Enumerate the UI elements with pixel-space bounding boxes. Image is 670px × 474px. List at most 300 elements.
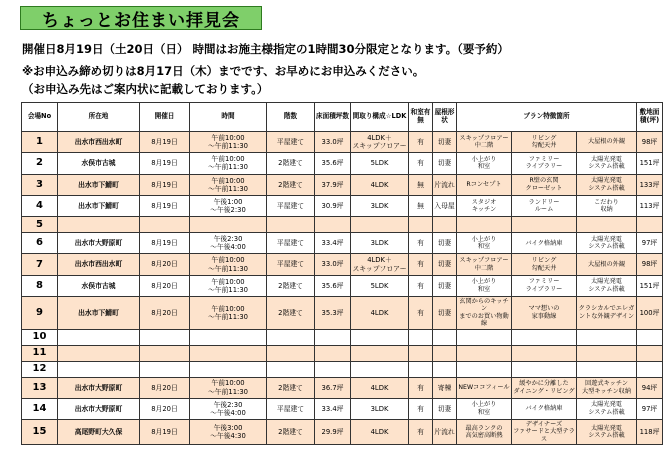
cell-address: 出水市大野原町 — [58, 377, 140, 398]
cell-floors — [267, 345, 315, 361]
cell-area: 33.0坪 — [315, 132, 351, 153]
cell-plan-3-line: 回遊式キッチン — [585, 380, 628, 388]
cell-date: 8月19日 — [140, 153, 190, 174]
cell-area — [315, 345, 351, 361]
table-row — [22, 296, 663, 329]
cell-lot: 151坪 — [637, 153, 663, 174]
cell-date: 8月19日 — [140, 132, 190, 153]
cell-layout-line: 4LDK＋ — [367, 256, 392, 265]
open-house-table — [21, 102, 663, 445]
cell-time-line: ～午前11:30 — [208, 184, 248, 193]
event-dates-notice: 開催日8月19日（土20日（日） 時間はお施主様指定の1時間30分限定となります。（要予約） — [22, 42, 509, 56]
cell-time — [190, 217, 267, 233]
cell-time-line: 午前10:00 — [211, 155, 245, 164]
cell-plan-1-line: 和室 — [477, 163, 491, 171]
cell-address: 出水市西出水町 — [58, 132, 140, 153]
cell-address: 出水市西出水町 — [58, 254, 140, 275]
cell-plan-3-line: 太陽光発電 — [591, 424, 622, 432]
cell-plan-2-line: 家事動線 — [531, 312, 557, 320]
table-row — [22, 254, 663, 275]
cell-layout — [351, 361, 409, 377]
cell-layout — [351, 377, 409, 398]
header-time: 時間 — [190, 103, 267, 132]
cell-plan-2 — [512, 217, 577, 233]
cell-time-line: 午後3:00 — [213, 423, 243, 432]
cell-plan-3 — [577, 174, 637, 195]
cell-area: 33.0坪 — [315, 254, 351, 275]
cell-plan-1 — [457, 361, 512, 377]
table-row — [22, 132, 663, 153]
cell-date: 8月19日 — [140, 195, 190, 216]
cell-lot: 98坪 — [637, 254, 663, 275]
cell-plan-2 — [512, 377, 577, 398]
cell-lot: 113坪 — [637, 195, 663, 216]
cell-layout — [351, 132, 409, 153]
cell-roof: 切妻 — [433, 398, 457, 419]
cell-plan-3 — [577, 233, 637, 254]
cell-floors: 2階建て — [267, 275, 315, 296]
cell-plan-2 — [512, 233, 577, 254]
cell-time-line: 午前10:00 — [211, 304, 245, 313]
cell-roof: 片流れ — [433, 420, 457, 445]
cell-plan-3 — [577, 377, 637, 398]
cell-address: 出水市大野原町 — [58, 233, 140, 254]
cell-address — [58, 345, 140, 361]
cell-time — [190, 132, 267, 153]
cell-time-line: ～午後4:00 — [210, 243, 246, 252]
cell-plan-2-line: リビング — [531, 257, 557, 265]
cell-roof: 切妻 — [433, 153, 457, 174]
header-roof: 屋根形状 — [433, 103, 457, 132]
cell-plan-1-line: 小上がり — [471, 278, 497, 286]
cell-japanese-room: 有 — [409, 233, 433, 254]
cell-area: 29.9坪 — [315, 420, 351, 445]
header-address: 所在地 — [58, 103, 140, 132]
cell-layout-line: スキップフロアー — [352, 264, 407, 273]
cell-plan-3 — [577, 254, 637, 275]
cell-layout — [351, 275, 409, 296]
cell-plan-3-line: システム搭載 — [588, 408, 625, 416]
cell-roof: 切妻 — [433, 254, 457, 275]
cell-area: 30.9坪 — [315, 195, 351, 216]
cell-no: 11 — [22, 345, 58, 361]
cell-plan-2-line: バイク格納庫 — [525, 239, 563, 247]
cell-plan-1 — [457, 398, 512, 419]
cell-time — [190, 377, 267, 398]
cell-plan-3 — [577, 153, 637, 174]
cell-no: 1 — [22, 132, 58, 153]
cell-roof — [433, 361, 457, 377]
cell-plan-1-line: 和室 — [477, 243, 491, 251]
cell-lot — [637, 361, 663, 377]
cell-layout — [351, 233, 409, 254]
cell-time-line: ～午前11:30 — [208, 142, 248, 151]
cell-roof: 切妻 — [433, 296, 457, 329]
table-row — [22, 398, 663, 419]
cell-plan-1-line: 中二階 — [474, 264, 494, 272]
cell-japanese-room — [409, 217, 433, 233]
cell-lot: 94坪 — [637, 377, 663, 398]
cell-lot: 97坪 — [637, 398, 663, 419]
cell-plan-3-line: システム搭載 — [588, 184, 625, 192]
cell-japanese-room: 無 — [409, 174, 433, 195]
cell-floors: 2階建て — [267, 377, 315, 398]
cell-plan-3-line: クラシカルでエレガ — [578, 305, 635, 313]
cell-address — [58, 361, 140, 377]
cell-plan-1 — [457, 296, 512, 329]
contact-notice: （お申込み先はご案内状に記載しております。） — [22, 82, 269, 96]
cell-time-line: ～午後4:30 — [210, 432, 246, 441]
table-row — [22, 217, 663, 233]
cell-plan-2-line: リビング — [531, 134, 557, 142]
cell-floors: 平屋建て — [267, 233, 315, 254]
cell-date: 8月19日 — [140, 174, 190, 195]
cell-time — [190, 361, 267, 377]
cell-no: 5 — [22, 217, 58, 233]
cell-plan-1-line: 小上がり — [471, 235, 497, 243]
cell-time-line: 午前10:00 — [211, 176, 245, 185]
cell-plan-2 — [512, 296, 577, 329]
cell-layout-line: 4LDK＋ — [367, 133, 392, 142]
cell-floors: 平屋建て — [267, 195, 315, 216]
cell-no: 10 — [22, 329, 58, 345]
cell-area: 33.4坪 — [315, 398, 351, 419]
cell-layout — [351, 254, 409, 275]
cell-roof: 切妻 — [433, 275, 457, 296]
table-row — [22, 275, 663, 296]
cell-plan-2-line: ママ想いの — [528, 305, 560, 313]
cell-japanese-room — [409, 345, 433, 361]
cell-plan-3 — [577, 329, 637, 345]
cell-time-line: 午前10:00 — [211, 379, 245, 388]
cell-plan-2 — [512, 174, 577, 195]
cell-plan-2-line: ファミリー — [528, 155, 560, 163]
cell-plan-2-line: クローゼット — [525, 184, 563, 192]
table-row — [22, 153, 663, 174]
cell-plan-3-line: 太陽光発電 — [591, 278, 622, 286]
header-area: 床面積坪数 — [315, 103, 351, 132]
cell-roof: 切妻 — [433, 132, 457, 153]
cell-time-line: ～午後4:00 — [210, 408, 246, 417]
cell-floors: 2階建て — [267, 296, 315, 329]
cell-plan-2 — [512, 329, 577, 345]
cell-plan-3-line: ントな外観デザイン — [578, 312, 635, 320]
cell-plan-2-line: ファサードと大型テラス — [513, 428, 575, 443]
cell-japanese-room — [409, 329, 433, 345]
cell-plan-3 — [577, 195, 637, 216]
cell-plan-2-line: 緩やかに分離した — [519, 380, 569, 388]
cell-time — [190, 329, 267, 345]
cell-layout-line: 3LDK — [370, 201, 389, 210]
cell-plan-3-line: システム搭載 — [588, 285, 625, 293]
cell-plan-3-line: 大型キッチン収納 — [581, 387, 632, 395]
cell-address — [58, 329, 140, 345]
cell-no: 9 — [22, 296, 58, 329]
cell-plan-2-line: ライブラリー — [525, 163, 563, 171]
cell-plan-1-line: 玄関からのキッチン — [459, 297, 509, 313]
cell-plan-1-line: スキップフロアー — [459, 134, 509, 142]
cell-lot: 151坪 — [637, 275, 663, 296]
cell-layout-line: 5LDK — [370, 159, 389, 168]
cell-area — [315, 217, 351, 233]
cell-plan-2-line: ファミリー — [528, 278, 560, 286]
cell-date: 8月20日 — [140, 296, 190, 329]
cell-layout-line: 4LDK — [370, 180, 389, 189]
cell-time-line: ～午前11:30 — [208, 264, 248, 273]
cell-time — [190, 233, 267, 254]
cell-time — [190, 398, 267, 419]
cell-layout-line: 4LDK — [370, 427, 389, 436]
cell-plan-3 — [577, 361, 637, 377]
cell-plan-3 — [577, 217, 637, 233]
cell-no: 13 — [22, 377, 58, 398]
cell-time — [190, 254, 267, 275]
cell-lot — [637, 329, 663, 345]
cell-lot: 97坪 — [637, 233, 663, 254]
cell-plan-2-line: バイク格納庫 — [525, 405, 563, 413]
cell-japanese-room: 有 — [409, 296, 433, 329]
cell-plan-3 — [577, 420, 637, 445]
cell-no: 2 — [22, 153, 58, 174]
cell-plan-2-line: デザイナーズ — [525, 420, 563, 428]
cell-plan-3-line: システム搭載 — [588, 243, 625, 251]
cell-area: 35.3坪 — [315, 296, 351, 329]
cell-no: 6 — [22, 233, 58, 254]
cell-area: 35.6坪 — [315, 153, 351, 174]
table-row — [22, 329, 663, 345]
cell-layout-line: 3LDK — [370, 404, 389, 413]
cell-no: 8 — [22, 275, 58, 296]
cell-floors: 2階建て — [267, 420, 315, 445]
cell-time-line: 午前10:00 — [211, 133, 245, 142]
cell-roof: 片流れ — [433, 174, 457, 195]
cell-plan-3-line: 太陽光発電 — [591, 401, 622, 409]
cell-layout — [351, 420, 409, 445]
cell-time — [190, 345, 267, 361]
cell-address: 出水市下鯖町 — [58, 195, 140, 216]
table-row — [22, 420, 663, 445]
cell-plan-3-line: 太陽光発電 — [591, 177, 622, 185]
cell-time — [190, 275, 267, 296]
cell-plan-2-line: ランドリー — [528, 198, 560, 206]
cell-plan-1-line: キッチン — [471, 205, 497, 213]
cell-plan-1 — [457, 420, 512, 445]
cell-plan-3-line: システム搭載 — [588, 163, 625, 171]
cell-japanese-room: 有 — [409, 275, 433, 296]
cell-plan-2-line: ルーム — [534, 205, 554, 213]
cell-plan-2 — [512, 361, 577, 377]
cell-time — [190, 174, 267, 195]
cell-date: 8月20日 — [140, 275, 190, 296]
cell-time-line: 午前10:00 — [211, 277, 245, 286]
cell-roof: 入母屋 — [433, 195, 457, 216]
cell-time-line: ～午前11:30 — [208, 163, 248, 172]
cell-plan-2 — [512, 132, 577, 153]
cell-plan-2 — [512, 254, 577, 275]
cell-time-line: ～午前11:30 — [208, 387, 248, 396]
cell-floors: 2階建て — [267, 153, 315, 174]
cell-address — [58, 217, 140, 233]
cell-plan-1-line: NEWココフィール — [458, 383, 510, 391]
cell-time — [190, 296, 267, 329]
cell-plan-2-line: 勾配天井 — [531, 264, 557, 272]
page-title: ちょっとお住まい拝見会 — [20, 6, 262, 30]
cell-date: 8月20日 — [140, 377, 190, 398]
cell-no: 7 — [22, 254, 58, 275]
deadline-notice: ※お申込み締め切りは8月17日（木）までです、お早めにお申込みください。 — [22, 64, 425, 78]
table-row — [22, 195, 663, 216]
cell-plan-1 — [457, 153, 512, 174]
table-header-row — [22, 103, 663, 132]
cell-address: 出水市大野原町 — [58, 398, 140, 419]
header-japanese-room: 和室有無 — [409, 103, 433, 132]
cell-date: 8月19日 — [140, 233, 190, 254]
cell-plan-1-line: 最高ランクの — [465, 424, 503, 432]
cell-date: 8月19日 — [140, 420, 190, 445]
cell-area: 35.6坪 — [315, 275, 351, 296]
cell-japanese-room: 有 — [409, 254, 433, 275]
cell-roof: 寄棟 — [433, 377, 457, 398]
cell-floors: 平屋建て — [267, 132, 315, 153]
cell-layout-line: 3LDK — [370, 239, 389, 248]
table-row — [22, 361, 663, 377]
table-row — [22, 233, 663, 254]
cell-lot: 100坪 — [637, 296, 663, 329]
cell-date — [140, 329, 190, 345]
cell-plan-1-line: 中二階 — [474, 142, 494, 150]
cell-japanese-room: 有 — [409, 398, 433, 419]
cell-plan-1 — [457, 217, 512, 233]
cell-plan-2-line: ダイニング・リビング — [513, 387, 575, 395]
cell-layout — [351, 296, 409, 329]
cell-layout — [351, 174, 409, 195]
cell-date — [140, 217, 190, 233]
cell-floors — [267, 329, 315, 345]
cell-plan-1-line: スタジオ — [471, 198, 497, 206]
cell-japanese-room: 無 — [409, 195, 433, 216]
cell-address: 水俣市古城 — [58, 153, 140, 174]
cell-date: 8月20日 — [140, 398, 190, 419]
cell-floors — [267, 217, 315, 233]
cell-time-line: ～午後2:30 — [210, 205, 246, 214]
table-row — [22, 377, 663, 398]
cell-no: 15 — [22, 420, 58, 445]
header-layout: 間取り構成☆LDK — [351, 103, 409, 132]
cell-time-line: ～午前11:30 — [208, 285, 248, 294]
cell-floors: 2階建て — [267, 174, 315, 195]
cell-plan-3-line: 大屋根の外観 — [587, 260, 626, 268]
cell-address: 水俣市古城 — [58, 275, 140, 296]
cell-time — [190, 420, 267, 445]
cell-date: 8月20日 — [140, 254, 190, 275]
cell-area: 33.4坪 — [315, 233, 351, 254]
cell-plan-2-line: 勾配天井 — [531, 142, 557, 150]
cell-plan-1 — [457, 329, 512, 345]
cell-layout-line: 5LDK — [370, 281, 389, 290]
table-row — [22, 345, 663, 361]
cell-plan-2 — [512, 420, 577, 445]
cell-plan-3-line: 太陽光発電 — [591, 155, 622, 163]
cell-plan-1-line: 和室 — [477, 285, 491, 293]
cell-japanese-room — [409, 361, 433, 377]
cell-plan-1 — [457, 377, 512, 398]
cell-lot: 98坪 — [637, 132, 663, 153]
cell-floors — [267, 361, 315, 377]
cell-plan-1-line: 小上がり — [471, 155, 497, 163]
cell-plan-3-line: システム搭載 — [588, 432, 625, 440]
cell-layout — [351, 217, 409, 233]
cell-time-line: 午後1:00 — [213, 197, 243, 206]
cell-plan-2 — [512, 195, 577, 216]
cell-plan-3-line: 収納 — [600, 205, 613, 213]
cell-japanese-room: 有 — [409, 153, 433, 174]
cell-no: 4 — [22, 195, 58, 216]
cell-plan-1-line: スキップフロアー — [459, 257, 509, 265]
cell-layout — [351, 195, 409, 216]
cell-lot — [637, 217, 663, 233]
cell-no: 12 — [22, 361, 58, 377]
cell-plan-3 — [577, 132, 637, 153]
cell-plan-3 — [577, 296, 637, 329]
cell-time-line: 午後2:30 — [213, 400, 243, 409]
cell-plan-1 — [457, 195, 512, 216]
cell-plan-1 — [457, 345, 512, 361]
header-no: 会場No — [22, 103, 58, 132]
cell-japanese-room: 有 — [409, 377, 433, 398]
header-lot: 敷地面積(坪) — [637, 103, 663, 132]
cell-plan-1-line: Rコンセプト — [466, 180, 502, 188]
cell-japanese-room: 有 — [409, 132, 433, 153]
cell-no: 3 — [22, 174, 58, 195]
cell-address: 出水市下鯖町 — [58, 296, 140, 329]
cell-plan-1-line: 高気密高断熱 — [465, 432, 503, 440]
cell-plan-1-line: 和室 — [477, 408, 491, 416]
cell-lot — [637, 345, 663, 361]
cell-layout — [351, 345, 409, 361]
cell-area: 36.7坪 — [315, 377, 351, 398]
header-date: 開催日 — [140, 103, 190, 132]
cell-plan-1 — [457, 132, 512, 153]
cell-area — [315, 329, 351, 345]
table-row — [22, 174, 663, 195]
cell-no: 14 — [22, 398, 58, 419]
cell-plan-3-line: こだわり — [594, 198, 619, 206]
header-floors: 階数 — [267, 103, 315, 132]
cell-plan-3 — [577, 398, 637, 419]
cell-plan-2-line: R壁の玄関 — [529, 177, 559, 185]
cell-plan-2-line: ライブラリー — [525, 285, 563, 293]
cell-roof — [433, 345, 457, 361]
cell-plan-1 — [457, 174, 512, 195]
cell-address: 高尾野町大久保 — [58, 420, 140, 445]
cell-plan-1 — [457, 233, 512, 254]
cell-roof — [433, 217, 457, 233]
cell-lot: 118坪 — [637, 420, 663, 445]
cell-plan-1-line: 小上がり — [471, 401, 497, 409]
cell-plan-3 — [577, 345, 637, 361]
cell-area — [315, 361, 351, 377]
cell-area: 37.9坪 — [315, 174, 351, 195]
cell-plan-3-line: 太陽光発電 — [591, 235, 622, 243]
cell-time — [190, 153, 267, 174]
cell-time — [190, 195, 267, 216]
cell-layout-line: 4LDK — [370, 383, 389, 392]
cell-plan-1 — [457, 275, 512, 296]
cell-layout — [351, 153, 409, 174]
cell-date — [140, 345, 190, 361]
cell-date — [140, 361, 190, 377]
cell-layout-line: スキップフロアー — [352, 142, 407, 151]
